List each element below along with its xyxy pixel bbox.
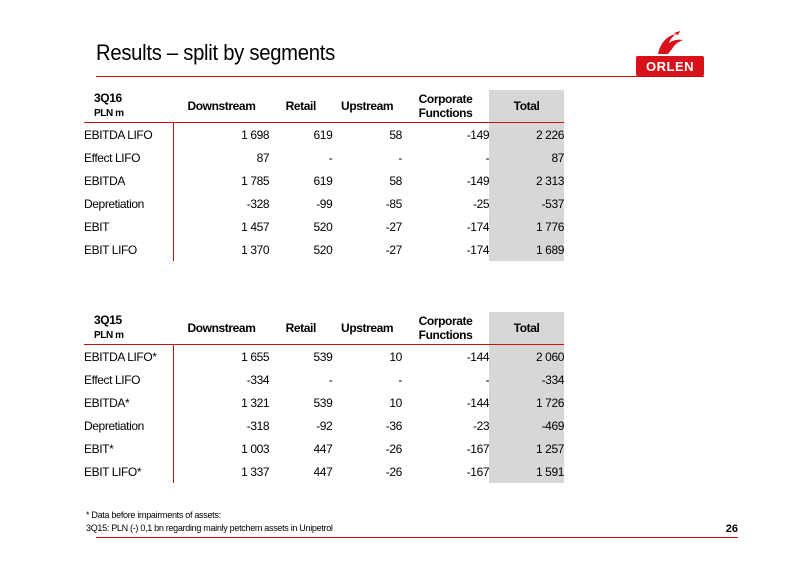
cell-downstream: 1 655 <box>174 345 269 369</box>
cell-upstream: -27 <box>385 219 402 234</box>
col-corporate-line2: Functions <box>418 328 473 342</box>
footnote-line-1: * Data before impairments of assets: <box>86 510 221 520</box>
table-row <box>84 123 564 147</box>
page-number: 26 <box>725 523 738 535</box>
cell-downstream: 1 785 <box>174 169 269 192</box>
table-row <box>84 215 564 238</box>
cell-corporate-functions: -25 <box>472 196 490 211</box>
cell-retail: - <box>328 150 333 165</box>
cell-upstream: - <box>398 150 402 165</box>
cell-retail: 520 <box>313 242 333 257</box>
cell-corporate-functions: - <box>485 150 490 165</box>
table-row <box>84 169 564 192</box>
cell-retail: -99 <box>316 196 333 211</box>
cell-corporate-functions: -174 <box>466 242 490 257</box>
col-upstream: Upstream <box>332 312 402 345</box>
cell-downstream: 1 321 <box>174 391 269 414</box>
cell-corporate-functions: -23 <box>472 418 490 433</box>
footnote-line-2: 3Q15: PLN (-) 0,1 bn regarding mainly petchem assets in Unipetrol <box>86 523 333 533</box>
cell-corporate-functions: -167 <box>466 464 490 479</box>
col-downstream: Downstream <box>174 90 269 123</box>
cell-upstream: - <box>398 372 402 387</box>
col-retail: Retail <box>269 90 332 123</box>
table-row <box>84 238 564 261</box>
table-header <box>84 90 564 123</box>
cell-downstream: 1 698 <box>174 123 269 147</box>
period-label: 3Q16 <box>94 91 122 105</box>
col-corporate-functions <box>402 312 489 345</box>
col-upstream: Upstream <box>332 90 402 123</box>
cell-downstream: -318 <box>174 414 269 437</box>
row-label: EBIT LIFO* <box>84 464 142 479</box>
cell-downstream: 1 337 <box>174 460 269 483</box>
cell-downstream: -328 <box>174 192 269 215</box>
row-label: EBIT <box>84 219 110 234</box>
cell-upstream: 10 <box>389 395 402 410</box>
table-row <box>84 437 564 460</box>
unit-label: PLN m <box>94 330 124 341</box>
cell-corporate-functions: -149 <box>466 173 490 188</box>
cell-corporate-functions: -144 <box>466 349 490 364</box>
col-retail: Retail <box>269 312 332 345</box>
cell-retail: 447 <box>313 441 333 456</box>
col-total: Total <box>489 312 564 345</box>
cell-upstream: -26 <box>385 464 402 479</box>
cell-total: 87 <box>489 146 564 169</box>
cell-upstream: -27 <box>385 242 402 257</box>
cell-retail: 539 <box>313 349 333 364</box>
cell-total: -537 <box>489 192 564 215</box>
cell-total: -469 <box>489 414 564 437</box>
cell-total: 2 313 <box>489 169 564 192</box>
table-row <box>84 146 564 169</box>
page-title: Results – split by segments <box>96 40 335 65</box>
cell-upstream: -26 <box>385 441 402 456</box>
footnote <box>86 509 333 535</box>
cell-total: 1 591 <box>489 460 564 483</box>
cell-upstream: 10 <box>389 349 402 364</box>
cell-downstream: 1 370 <box>174 238 269 261</box>
cell-total: 2 060 <box>489 345 564 369</box>
col-corporate-functions <box>402 90 489 123</box>
header-period-cell <box>84 90 174 123</box>
cell-upstream: -85 <box>385 196 402 211</box>
table-row <box>84 414 564 437</box>
col-downstream: Downstream <box>174 312 269 345</box>
col-corporate-line1: Corporate <box>418 314 473 328</box>
logo-wordmark: ORLEN <box>636 56 704 76</box>
table-row <box>84 345 564 369</box>
cell-total: -334 <box>489 368 564 391</box>
cell-retail: 619 <box>313 127 333 142</box>
unit-label: PLN m <box>94 108 124 119</box>
cell-total: 1 776 <box>489 215 564 238</box>
row-label: Effect LIFO <box>84 372 141 387</box>
col-corporate-line1: Corporate <box>418 92 473 106</box>
table-row <box>84 368 564 391</box>
table-row <box>84 460 564 483</box>
table-row <box>84 391 564 414</box>
cell-corporate-functions: -174 <box>466 219 490 234</box>
row-label: EBITDA LIFO <box>84 127 153 142</box>
cell-upstream: 58 <box>389 173 402 188</box>
cell-downstream: 1 457 <box>174 215 269 238</box>
cell-retail: -92 <box>316 418 333 433</box>
row-label: EBIT LIFO <box>84 242 137 257</box>
row-label: EBIT* <box>84 441 114 456</box>
segments-table-3q16 <box>84 90 564 261</box>
col-corporate-line2: Functions <box>418 106 473 120</box>
cell-total: 1 726 <box>489 391 564 414</box>
cell-retail: 520 <box>313 219 333 234</box>
cell-retail: 447 <box>313 464 333 479</box>
row-label: EBITDA* <box>84 395 130 410</box>
cell-total: 2 226 <box>489 123 564 147</box>
footer-rule <box>96 537 738 538</box>
period-label: 3Q15 <box>94 313 122 327</box>
header-period-cell <box>84 312 174 345</box>
table-body <box>84 345 564 484</box>
table-header <box>84 312 564 345</box>
cell-corporate-functions: - <box>485 372 490 387</box>
cell-corporate-functions: -167 <box>466 441 490 456</box>
row-label: Effect LIFO <box>84 150 141 165</box>
cell-upstream: -36 <box>385 418 402 433</box>
cell-retail: 619 <box>313 173 333 188</box>
cell-retail: 539 <box>313 395 333 410</box>
cell-corporate-functions: -144 <box>466 395 490 410</box>
row-label: EBITDA LIFO* <box>84 349 157 364</box>
segments-table-3q15 <box>84 312 564 483</box>
orlen-eagle-icon <box>654 30 686 56</box>
cell-downstream: 87 <box>174 146 269 169</box>
row-label: Depretiation <box>84 418 144 433</box>
title-underline <box>96 76 704 77</box>
cell-downstream: 1 003 <box>174 437 269 460</box>
cell-upstream: 58 <box>389 127 402 142</box>
row-label: EBITDA <box>84 173 125 188</box>
col-total: Total <box>489 90 564 123</box>
cell-downstream: -334 <box>174 368 269 391</box>
table-body <box>84 123 564 262</box>
row-label: Depretiation <box>84 196 144 211</box>
orlen-logo <box>636 30 704 78</box>
cell-total: 1 689 <box>489 238 564 261</box>
cell-total: 1 257 <box>489 437 564 460</box>
cell-corporate-functions: -149 <box>466 127 490 142</box>
table-row <box>84 192 564 215</box>
cell-retail: - <box>328 372 333 387</box>
